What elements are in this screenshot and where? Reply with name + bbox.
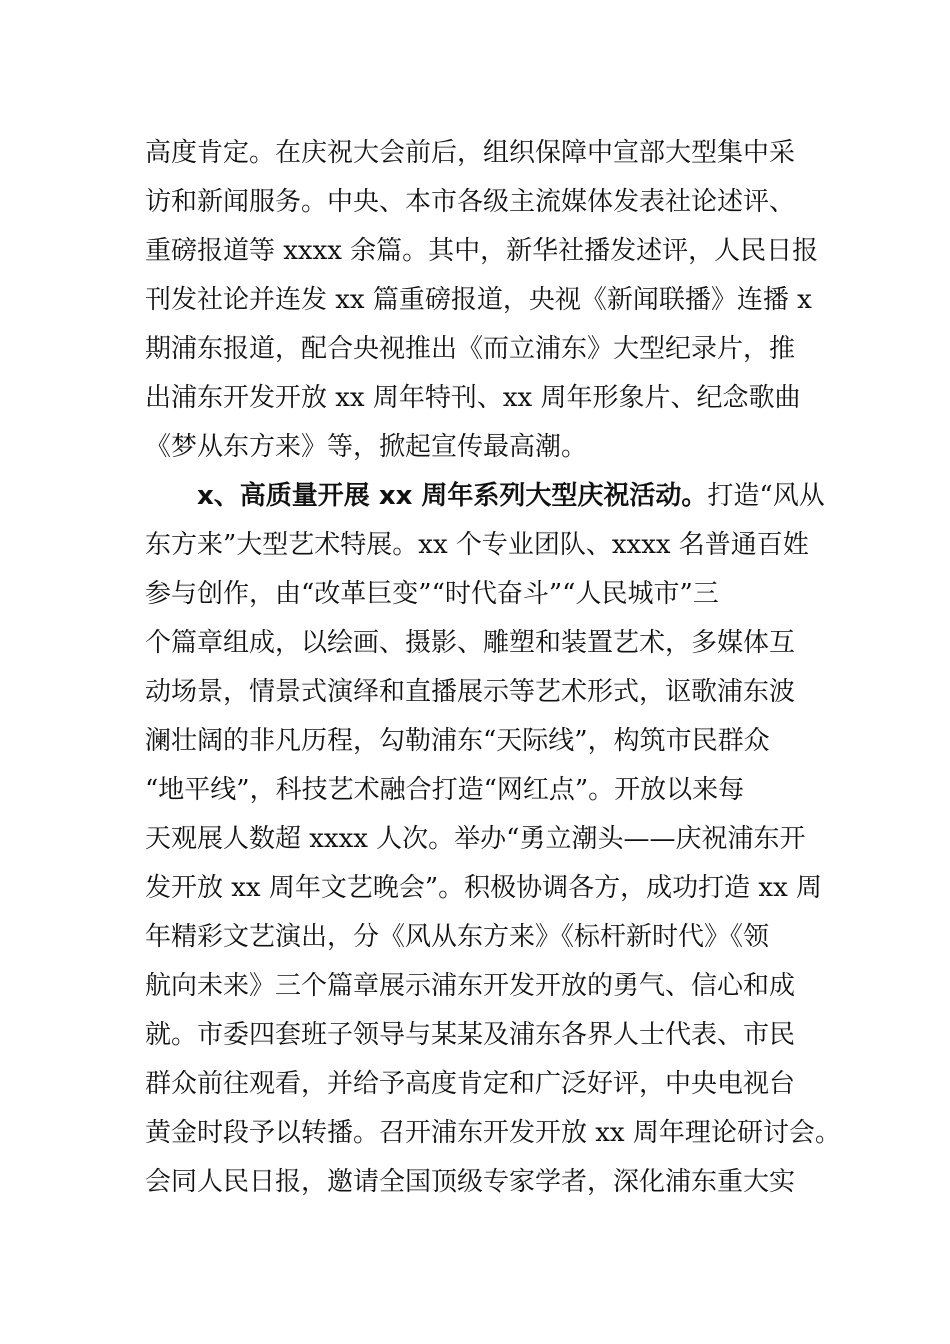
text-line: 会同人民日报，邀请全国顶级专家学者，深化浦东重大实 [145, 1167, 796, 1197]
text-line: 东方来”大型艺术特展。xx 个专业团队、xxxx 名普通百姓 [145, 530, 809, 560]
text-line: 参与创作，由“改革巨变”“时代奋斗”“人民城市”三 [145, 579, 719, 609]
text-line: 《梦从东方来》等，掀起宣传最高潮。 [145, 432, 588, 462]
text-line: “地平线”，科技艺术融合打造“网红点”。开放以来每 [145, 775, 745, 805]
text-line-rest: 打造“风从 [707, 481, 825, 511]
text-line: 澜壮阔的非凡历程，勾勒浦东“天际线”，构筑市民群众 [145, 726, 770, 756]
text-line: 刊发社论并连发 xx 篇重磅报道，央视《新闻联播》连播 x [145, 285, 812, 315]
text-line: 重磅报道等 xxxx 余篇。其中，新华社播发述评，人民日报 [145, 236, 819, 266]
text-line: 期浦东报道，配合央视推出《而立浦东》大型纪录片，推 [145, 334, 796, 364]
text-line: 动场景，情景式演绎和直播展示等艺术形式，讴歌浦东波 [145, 677, 796, 707]
text-line: 天观展人数超 xxxx 人次。举办“勇立潮头——庆祝浦东开 [145, 824, 806, 854]
text-line: 航向未来》三个篇章展示浦东开发开放的勇气、信心和成 [145, 971, 796, 1001]
text-line: 群众前往观看，并给予高度肯定和广泛好评，中央电视台 [145, 1069, 796, 1099]
text-line: 出浦东开发开放 xx 周年特刊、xx 周年形象片、纪念歌曲 [145, 383, 801, 413]
text-line: 黄金时段予以转播。召开浦东开发开放 xx 周年理论研讨会。 [145, 1118, 841, 1148]
text-line: 发开放 xx 周年文艺晚会”。积极协调各方，成功打造 xx 周 [145, 873, 823, 903]
text-line: 访和新闻服务。中央、本市各级主流媒体发表社论述评、 [145, 187, 796, 217]
section-heading: x、高质量开展 xx 周年系列大型庆祝活动。 [197, 481, 708, 511]
text-line: 年精彩文艺演出，分《风从东方来》《标杆新时代》《领 [145, 922, 770, 952]
text-line: 就。市委四套班子领导与某某及浦东各界人士代表、市民 [145, 1020, 796, 1050]
text-line: 个篇章组成，以绘画、摄影、雕塑和装置艺术，多媒体互 [145, 628, 796, 658]
paragraph-first-line [197, 481, 847, 511]
text-line: 高度肯定。在庆祝大会前后，组织保障中宣部大型集中采 [145, 138, 796, 168]
